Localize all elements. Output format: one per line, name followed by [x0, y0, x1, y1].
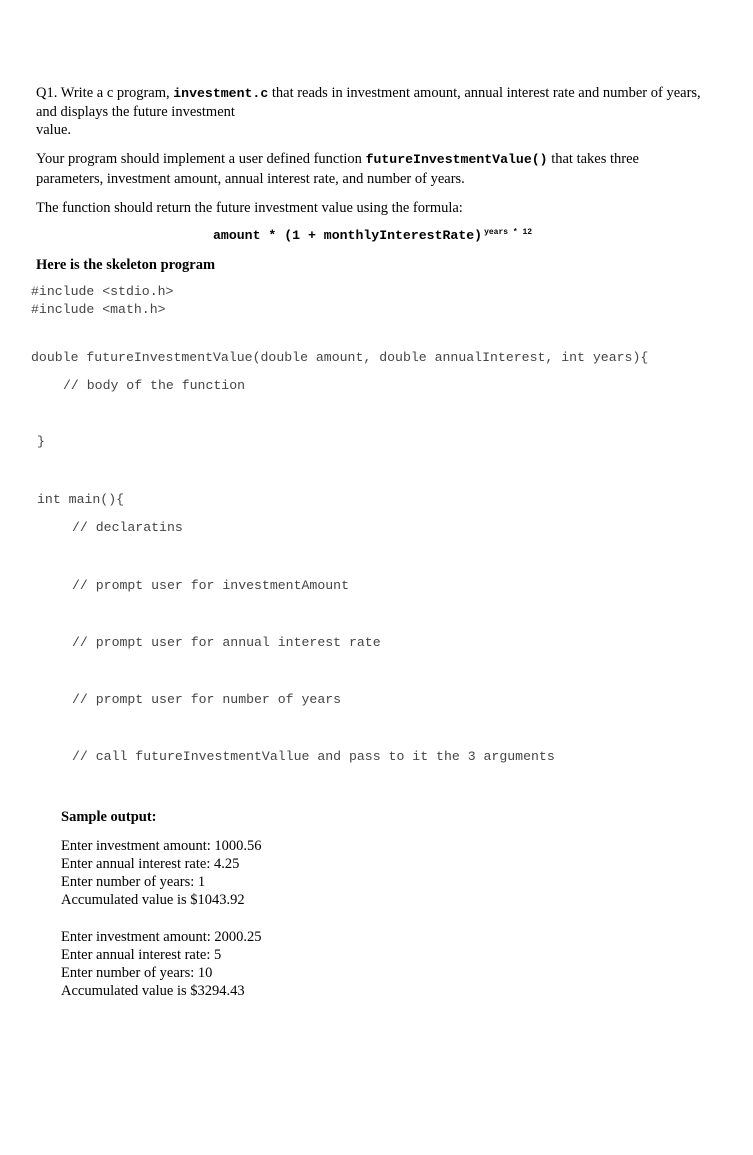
code-comment-prompt-rate: // prompt user for annual interest rate — [72, 635, 381, 650]
formula-expression: amount * (1 + monthlyInterestRate) — [213, 228, 483, 243]
formula-exponent: years * 12 — [484, 228, 533, 237]
code-function-close-brace: } — [37, 434, 45, 449]
code-comment-declarations: // declaratins — [72, 520, 183, 535]
requirement-line-2: parameters, investment amount, annual interest rate, and number of years. — [36, 171, 465, 187]
requirement-text-end: that takes three — [547, 151, 639, 167]
requirement-text: Your program should implement a user defined function — [36, 151, 366, 167]
sample-run-2-line: Accumulated value is $3294.43 — [61, 983, 245, 999]
question-line-1 — [36, 84, 701, 103]
code-include-math: #include <math.h> — [31, 302, 166, 317]
question-text: that reads in investment amount, annual interest rate and number of years, — [268, 85, 701, 101]
code-comment-prompt-amount: // prompt user for investmentAmount — [72, 578, 349, 593]
skeleton-heading: Here is the skeleton program — [36, 257, 216, 273]
sample-run-2-line: Enter annual interest rate: 5 — [61, 947, 222, 963]
code-function-body-comment: // body of the function — [63, 378, 246, 393]
sample-run-1-line: Enter investment amount: 1000.56 — [61, 838, 262, 854]
formula — [213, 226, 532, 244]
function-name: futureInvestmentValue() — [365, 152, 548, 167]
code-function-signature: double futureInvestmentValue(double amount, double annualInterest, int years){ — [31, 350, 649, 365]
formula-intro: The function should return the future investment value using the formula: — [36, 200, 463, 216]
code-include-stdio: #include <stdio.h> — [31, 284, 174, 299]
code-comment-prompt-years: // prompt user for number of years — [72, 692, 342, 707]
question-line-3: value. — [36, 122, 72, 138]
sample-run-2-line: Enter number of years: 10 — [61, 965, 213, 981]
requirement-line-1 — [36, 150, 639, 169]
sample-run-1-line: Accumulated value is $1043.92 — [61, 892, 245, 908]
file-name: investment.c — [173, 86, 269, 101]
sample-run-1-line: Enter annual interest rate: 4.25 — [61, 856, 240, 872]
question-line-2: and displays the future investment — [36, 104, 235, 120]
sample-run-1-line: Enter number of years: 1 — [61, 874, 206, 890]
code-main-signature: int main(){ — [37, 492, 125, 507]
sample-run-2-line: Enter investment amount: 2000.25 — [61, 929, 262, 945]
sample-output-heading: Sample output: — [61, 809, 157, 825]
question-number-text: Q1. Write a c program, — [36, 85, 174, 101]
code-comment-call-function: // call futureInvestmentVallue and pass to it the 3 arguments — [72, 749, 555, 764]
